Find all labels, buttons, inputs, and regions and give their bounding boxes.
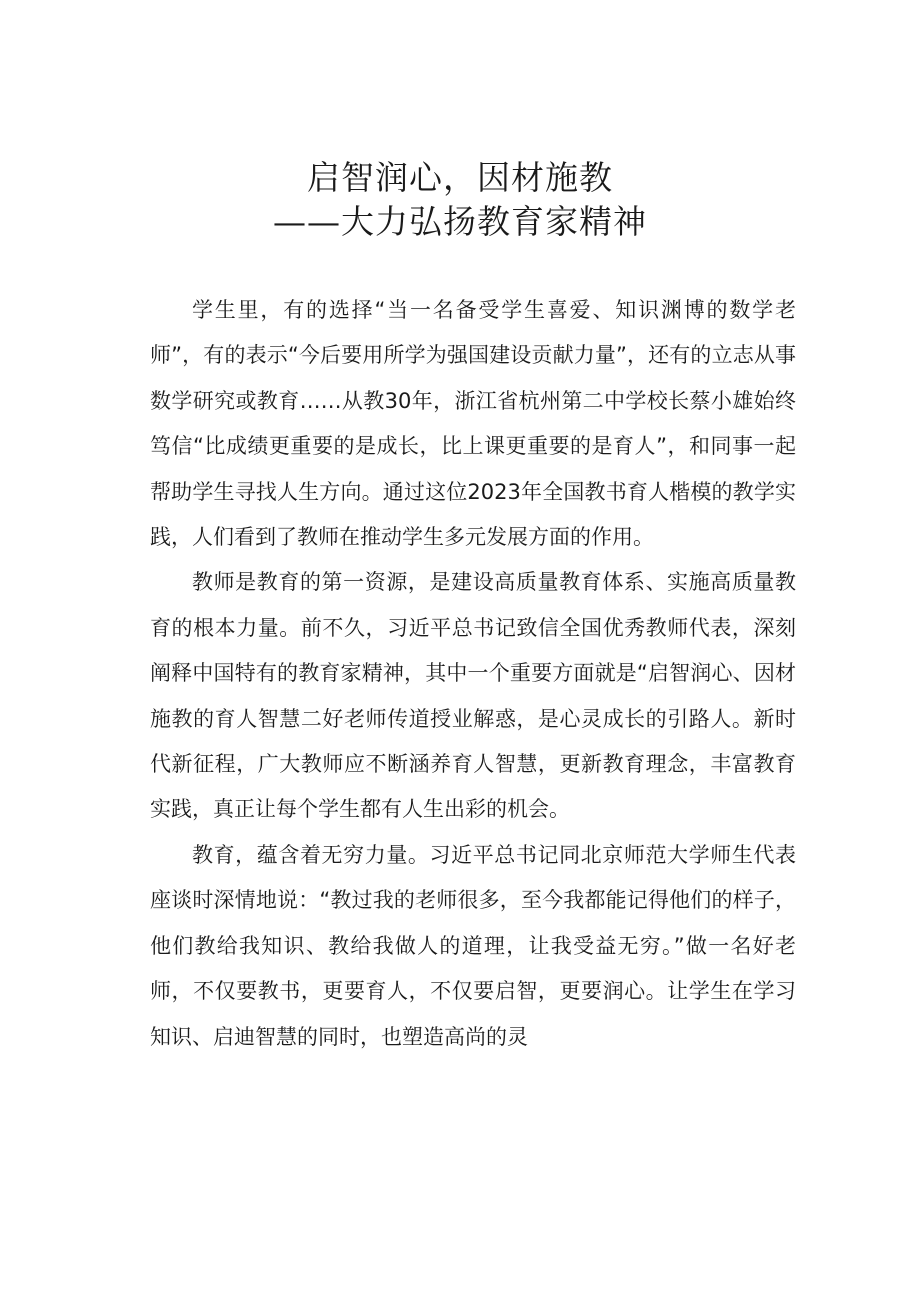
paragraph-2: 教师是教育的第一资源，是建设高质量教育体系、实施高质量教育的根本力量。前不久，习近平总书记致信全国优秀教师代表，深刻阐释中国特有的教育家精神，其中一个重要方面就是“启智润心、因材施教的育人智慧二好老师传道授业解惑，是心灵成长的引路人。新时代新征程，广大教师应不断涵养育人智慧，更新教育理念，丰富教育实践，真正让每个学生都有人生出彩的机会。 [150, 570, 796, 822]
paragraph-3: 教育，蕴含着无穷力量。习近平总书记同北京师范大学师生代表座谈时深情地说：“教过我的老师很多，至今我都能记得他们的样子，他们教给我知识、教给我做人的道理，让我受益无穷。”做一名好老师，不仅要教书，更要育人，不仅要启智，更要润心。让学生在学习知识、启迪智慧的同时，也塑造高尚的灵 [150, 842, 796, 1049]
document-body [150, 288, 796, 1060]
document-title: 启智润心，因材施教 [307, 158, 613, 197]
document-subtitle: ——大力弘扬教育家精神 [273, 202, 647, 241]
paragraph-1: 学生里，有的选择“当一名备受学生喜爱、知识渊博的数学老师”，有的表示“今后要用所学为强国建设贡献力量”，还有的立志从事数学研究或教育……从教30年，浙江省杭州第二中学校长蔡小雄始终笃信“比成绩更重要的是成长，比上课更重要的是育人”，和同事一起帮助学生寻找人生方向。通过这位2023年全国教书育人楷模的教学实践，人们看到了教师在推动学生多元发展方面的作用。 [150, 298, 796, 550]
